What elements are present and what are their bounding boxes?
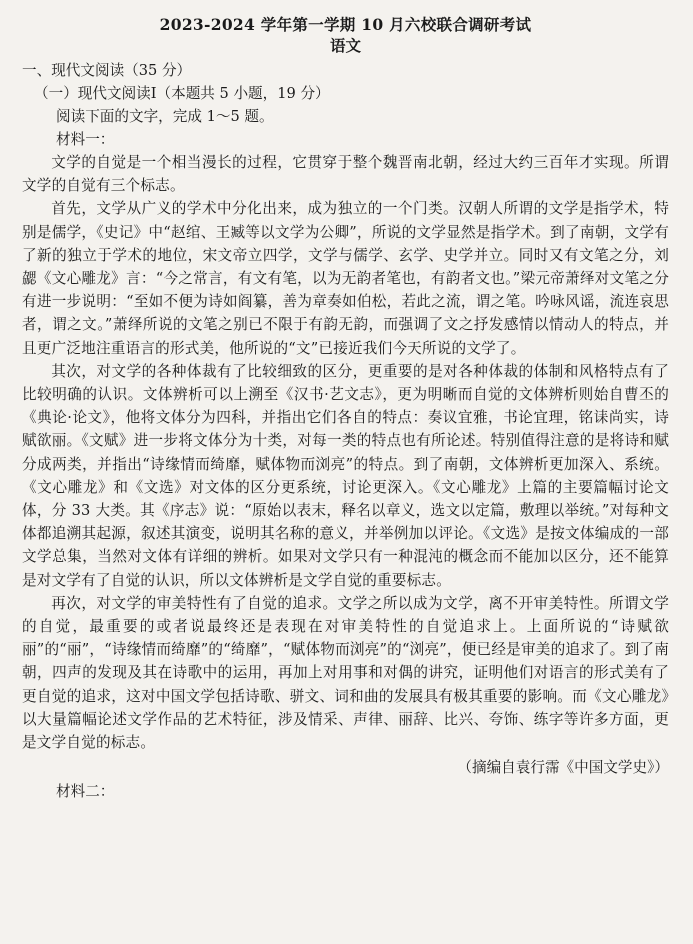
paragraph-third: 再次，对文学的审美特性有了自觉的追求。文学之所以成为文学，离不开审美特性。所谓文学的自觉，最重要的或者说最终还是表现在对审美特性的自觉追求上。上面所说的“诗赋欲丽”的“丽”，“诗缘情而绮靡”的“绮靡”，“赋体物而浏亮”的“浏亮”，便已经是审美的追求了。到了南朝，四声的发现及其在诗歌中的运用，再加上对用事和对偶的讲究，证明他们对语言的形式美有了更自觉的追求，这对中国文学包括诗歌、骈文、词和曲的发展具有极其重要的影响。而《文心雕龙》以大量篇幅论述文学作品的艺术特征，涉及情采、声律、丽辞、比兴、夸饰、练字等许多方面，更是文学自觉的标志。 [22, 594, 669, 752]
source-citation: （摘编自袁行霈《中国文学史》） [457, 759, 669, 777]
material2-label: 材料二： [56, 783, 115, 801]
paragraph-intro: 文学的自觉是一个相当漫长的过程，它贯穿于整个魏晋南北朝，经过大约三百年才实现。所谓文学的自觉有三个标志。 [22, 154, 669, 195]
paragraph-first: 首先，文学从广义的学术中分化出来，成为独立的一个门类。汉朝人所谓的文学是指学术，特别是儒学，《史记》中“赵绾、王臧等以文学为公卿”，所说的文学显然是指学术。到了南朝，文学有了新的独立于学术的地位，宋文帝立四学，文学与儒学、玄学、史学并立。同时又有文笔之分，刘勰《文心雕龙》言：“今之常言，有文有笔，以为无韵者笔也，有韵者文也。”梁元帝萧绎对文笔之分有进一步说明：“至如不便为诗如阎纂，善为章奏如伯松，若此之流，谓之笔。吟咏风谣，流连哀思者，谓之文。”萧绎所说的文笔之别已不限于有韵无韵，而强调了文之抒发感情以情动人的特点，并且更广泛地注重语言的形式美，他所说的“文”已接近我们今天所说的文学了。 [22, 200, 669, 357]
subsection-heading: （一）现代文阅读Ⅰ（本题共 5 小题，19 分） [34, 85, 330, 102]
material1-label: 材料一： [56, 131, 115, 148]
paragraph-second: 其次，对文学的各种体裁有了比较细致的区分，更重要的是对各种体裁的体制和风格特点有了比较明确的认识。文体辨析可以上溯至《汉书·艺文志》，更为明晰而自觉的文体辨析则始自曹丕的《典论·论文》，他将文体分为四科，并指出它们各自的特点：奏议宜雅，书论宜理，铭诔尚实，诗赋欲丽。《文赋》进一步将文体分为十类，对每一类的特点也有所论述。特别值得注意的是将诗和赋分成两类，并指出“诗缘情而绮靡，赋体物而浏亮”的特点。到了南朝，文体辨析更加深入、系统。《文心雕龙》和《文选》对文体的区分更系统，讨论更深入。《文心雕龙》上篇的主要篇幅讨论文体，分 33 大类。其《序志》说：“原始以表末，释名以章义，选文以定篇，敷理以举统。”对每种文体都追溯其起源，叙述其演变，说明其名称的意义，并举例加以评论。《文选》是按文体编成的一部文学总集，当然对文体有详细的辨析。如果对文学只有一种混沌的概念而不能加以区分，还不能算是对文学有了自觉的认识，所以文体辨析是文学自觉的重要标志。 [22, 362, 669, 589]
reading-instruction: 阅读下面的文字，完成 1～5 题。 [56, 108, 274, 125]
exam-title: 2023-2024 学年第一学期 10 月六校联合调研考试 [159, 15, 532, 34]
section-heading: 一、现代文阅读（35 分） [22, 62, 192, 79]
subject-title: 语文 [329, 36, 361, 55]
